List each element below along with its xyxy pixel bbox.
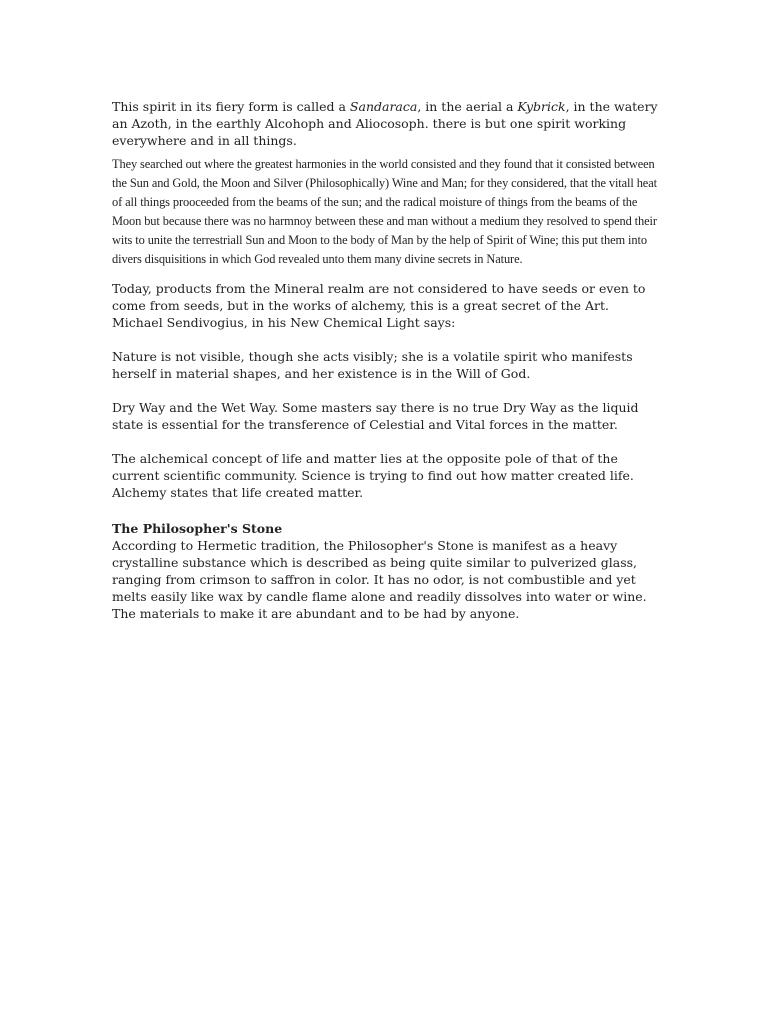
term-sandaraca: Sandaraca — [349, 99, 418, 114]
paragraph-harmonies: They searched out where the greatest harmonies in the world consisted and they found that it consisted between the Sun and Gold, the Moon and Silver (Philosophically) Wine and Man; for they considered, that the vitall heat of all things prooceeded from the beams of the sun; and the radical moisture of things from the beams of the Moon but because there was no harmnoy between these and man without a medium they resolved to spend their wits to unite the terrestriall Sun and Moon to the body of Man by the help of Spirit of Wine; this put them into divers disquisitions in which God revealed unto them many divine secrets in Nature. — [112, 157, 657, 266]
document-page — [112, 98, 658, 622]
paragraph-philosophers-stone: According to Hermetic tradition, the Philosopher's Stone is manifest as a heavy crystalline substance which is described as being quite similar to pulverized glass, ranging from crimson to saffron in color. It has no odor, is not combustible and yet melts easily like wax by candle flame alone and readily dissolves into water or wine. The materials to make it are abundant and to be had by anyone. — [112, 538, 647, 621]
text-segment: , in the aerial a — [417, 99, 518, 114]
paragraph-dry-wet-way: Dry Way and the Wet Way. Some masters say there is no true Dry Way as the liquid state is essential for the transference of Celestial and Vital forces in the matter. — [112, 400, 639, 432]
paragraph-mineral-realm: Today, products from the Mineral realm are not considered to have seeds or even to come from seeds, but in the works of alchemy, this is a great secret of the Art. — [112, 281, 646, 313]
paragraph-sendivogius: Michael Sendivogius, in his New Chemical Light says: — [112, 315, 456, 330]
paragraph-nature: Nature is not visible, though she acts visibly; she is a volatile spirit who manifests herself in material shapes, and her existence is in the Will of God. — [112, 349, 633, 381]
term-kybrick: Kybrick — [517, 99, 566, 114]
section-heading: The Philosopher's Stone — [112, 521, 283, 536]
paragraph-spirit-forms — [112, 98, 658, 149]
paragraph-life-matter: The alchemical concept of life and matter lies at the opposite pole of that of the current scientific community. Science is trying to find out how matter created life. Alchemy states that life created matter. — [112, 451, 634, 500]
text-segment: This spirit in its fiery form is called a — [112, 99, 350, 114]
text-segment: , in the watery an Azoth, in the earthly Alcohoph and Aliocosoph. there is but one spirit working everywhere and in all things. — [112, 99, 658, 148]
